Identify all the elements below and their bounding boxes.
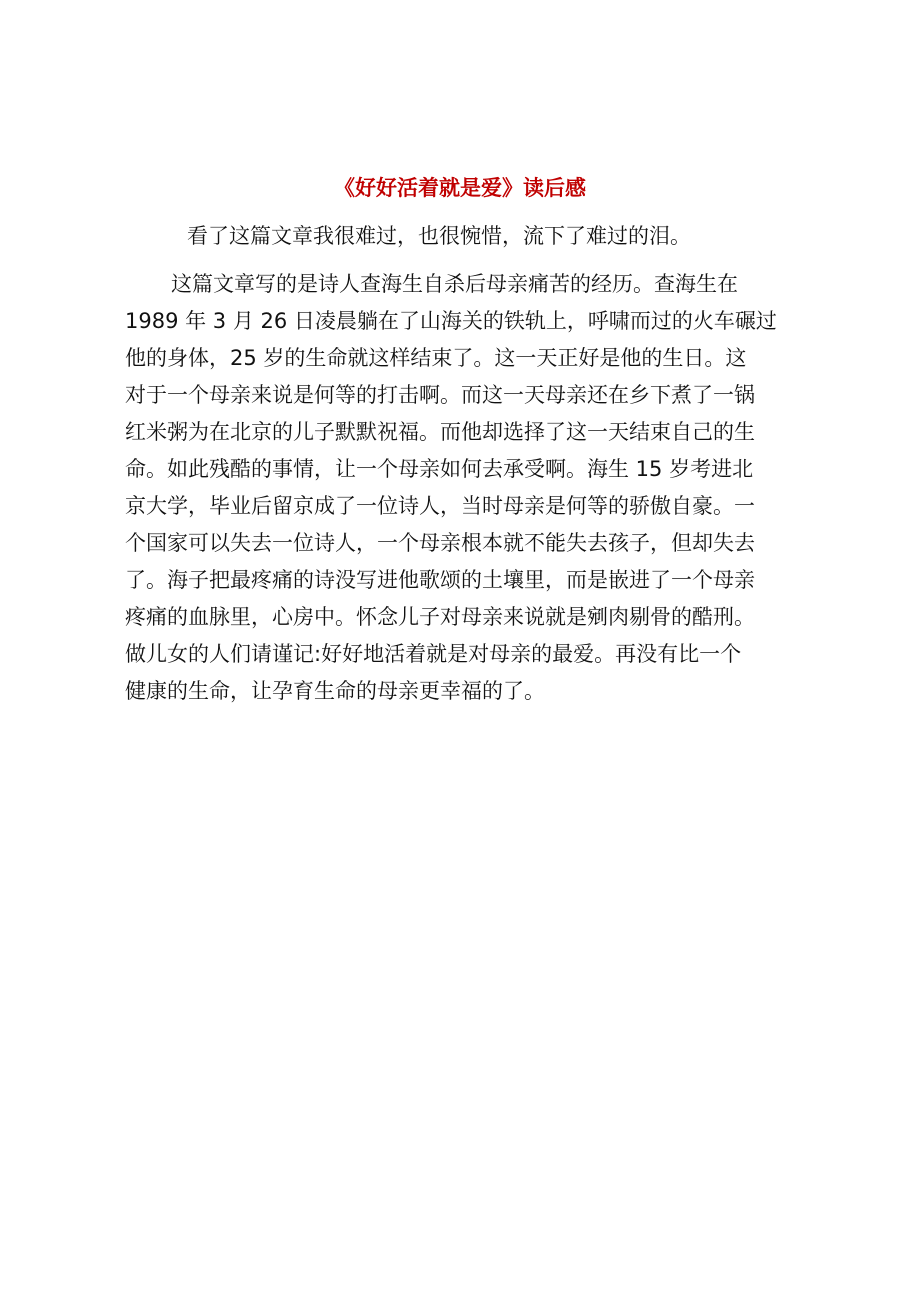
paragraph-intro: 看了这篇文章我很难过，也很惋惜，流下了难过的泪。 [187,224,691,248]
paragraph-line: 他的身体，25 岁的生命就这样结束了。这一天正好是他的生日。这 [125,346,747,370]
paragraph-line: 京大学，毕业后留京成了一位诗人，当时母亲是何等的骄傲自豪。一 [125,494,755,518]
paragraph-line: 命。如此残酷的事情，让一个母亲如何去承受啊。海生 15 岁考进北 [125,457,754,481]
paragraph-body [125,266,825,710]
paragraph-line: 个国家可以失去一位诗人，一个母亲根本就不能失去孩子，但却失去 [125,531,755,555]
paragraph-line: 对于一个母亲来说是何等的打击啊。而这一天母亲还在乡下煮了一锅 [125,383,755,407]
paragraph-line: 这篇文章写的是诗人查海生自杀后母亲痛苦的经历。查海生在 [171,272,738,296]
document-title: 《好好活着就是爱》读后感 [334,176,586,200]
paragraph-line: 疼痛的血脉里，心房中。怀念儿子对母亲来说就是剜肉剔骨的酷刑。 [125,605,755,629]
paragraph-line: 1989 年 3 月 26 日凌晨躺在了山海关的铁轨上，呼啸而过的火车碾过 [125,309,777,333]
paragraph-line: 了。海子把最疼痛的诗没写进他歌颂的土壤里，而是嵌进了一个母亲 [125,568,755,592]
paragraph-line: 红米粥为在北京的儿子默默祝福。而他却选择了这一天结束自己的生 [125,420,755,444]
paragraph-line: 健康的生命，让孕育生命的母亲更幸福的了。 [125,679,545,703]
paragraph-line: 做儿女的人们请谨记:好好地活着就是对母亲的最爱。再没有比一个 [125,642,742,666]
